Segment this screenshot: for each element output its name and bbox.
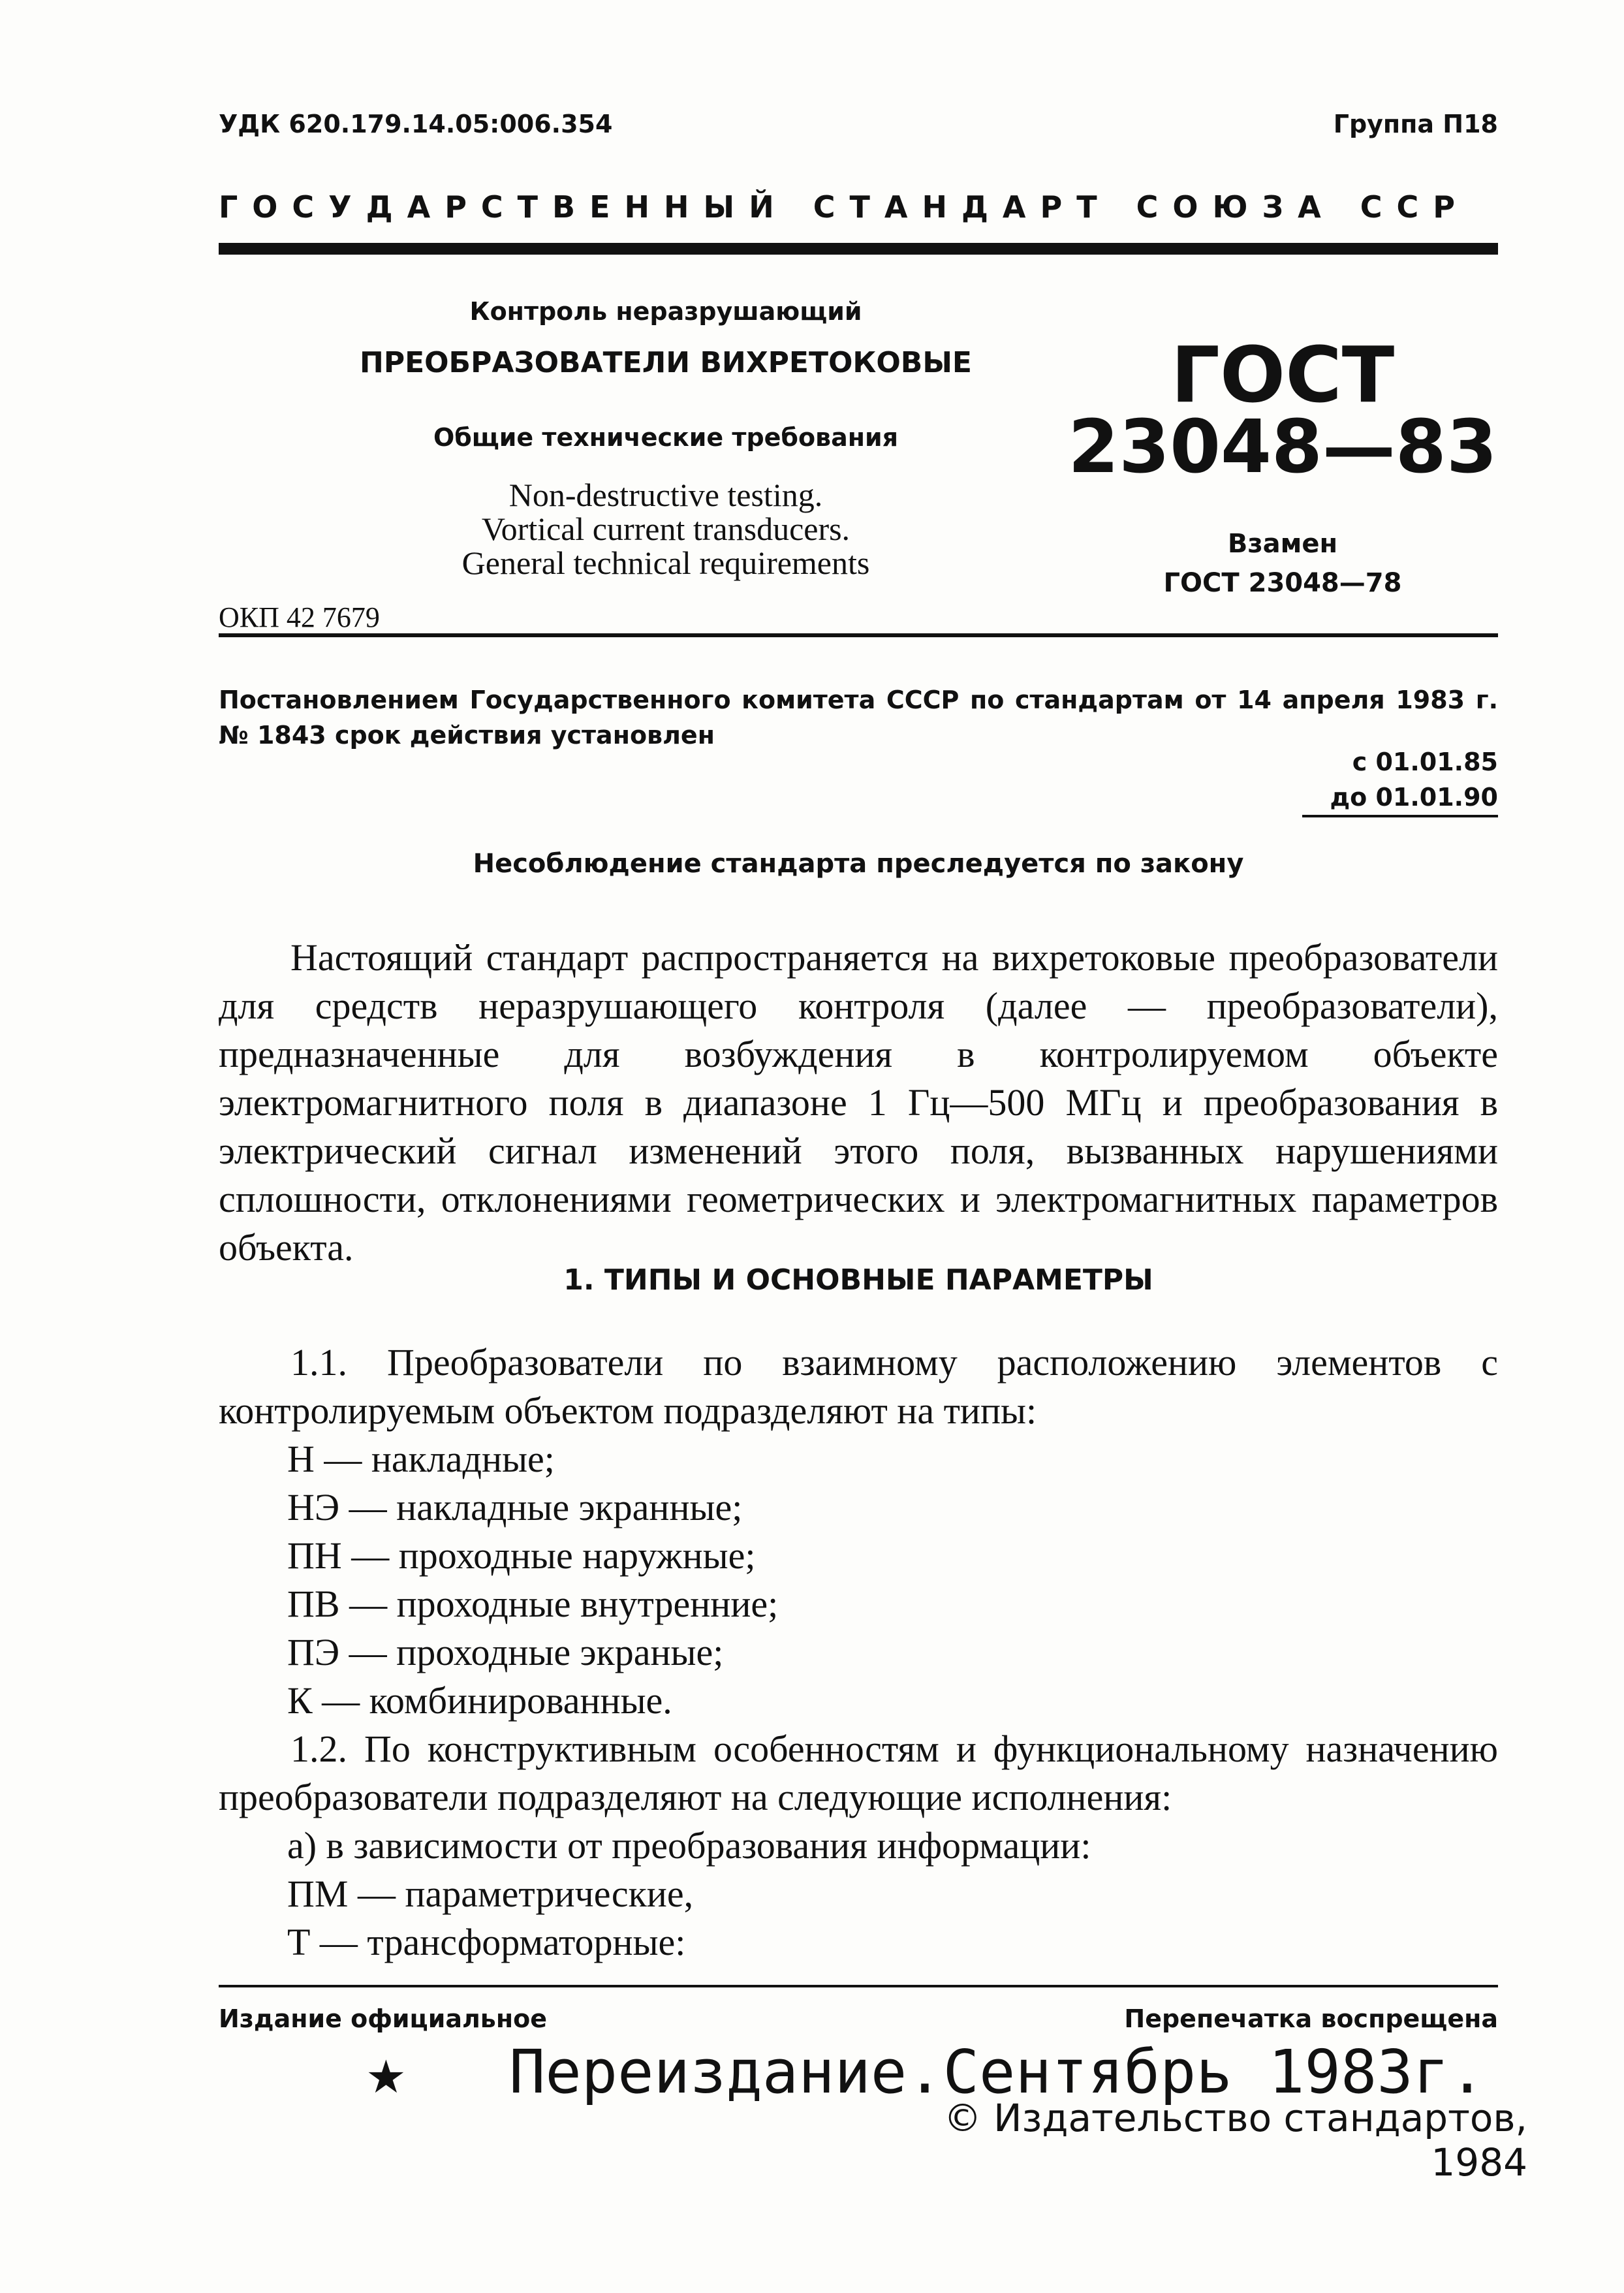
english-title [339,478,992,580]
okp-code: ОКП 42 7679 [219,601,380,633]
document-title: ПРЕОБРАЗОВАТЕЛИ ВИХРЕТОКОВЫЕ [360,346,972,379]
executions-list [287,1870,693,1967]
list-item: Т — трансформаторные: [287,1921,686,1963]
header-divider [219,243,1498,255]
control-category: Контроль неразрушающий [469,297,862,326]
list-item: Н — накладные; [287,1438,555,1480]
state-standard-heading: ГОСУДАРСТВЕННЫЙ СТАНДАРТ СОЮЗА ССР [219,189,1470,225]
document-subtitle: Общие технические требования [433,423,899,452]
english-title-line: Non-destructive testing. [508,477,823,513]
english-title-line: Vortical current transducers. [481,511,851,547]
list-item: НЭ — накладные экранные; [287,1486,743,1528]
intro-paragraph [219,934,1498,1272]
reissue-stamp: Переиздание.Сентябрь 1983г. [509,2037,1486,2107]
section-heading: 1. ТИПЫ И ОСНОВНЫЕ ПАРАМЕТРЫ [563,1263,1153,1297]
list-item: ПЭ — проходные экраные; [287,1631,724,1673]
official-edition-label: Издание официальное [219,2004,547,2033]
clause-1-1 [219,1338,1498,1435]
reprint-prohibited-label: Перепечатка воспрещена [1124,2004,1498,2033]
validity-period [1302,744,1498,817]
publisher-copyright: © Издательство стандартов, 1984 [943,2096,1527,2185]
replaces-reference: ГОСТ 23048—78 [1163,568,1402,598]
udk-code: УДК 620.179.14.05:006.354 [219,110,613,138]
gost-label: ГОСТ [1170,330,1395,420]
types-list [287,1435,778,1725]
list-item: К — комбинированные. [287,1679,672,1722]
gost-number: 23048—83 [1068,405,1497,490]
decree-text: Постановлением Государственного комитета СССР по стандартам от 14 апреля 1983 г. № 1843 срок действия установлен [219,686,1498,750]
compliance-notice: Несоблюдение стандарта преследуется по закону [473,849,1244,879]
star-icon: ★ [366,2053,407,2103]
english-title-line: General technical requirements [461,545,870,581]
list-item: ПВ — проходные внутренние; [287,1583,779,1625]
clause-1-2-text: 1.2. По конструктивным особенностям и функциональному назначению преобразователи подразделяют на следующие исполнения: [219,1728,1498,1818]
title-divider [219,633,1498,637]
list-item: ПМ — параметрические, [287,1873,694,1915]
valid-from: с 01.01.85 [1352,748,1498,776]
list-item: ПН — проходные наружные; [287,1534,756,1577]
clause-1-2 [219,1725,1498,1822]
intro-text: Настоящий стандарт распространяется на вихретоковые преобразователи для средств неразрушающего контроля (далее — преобразователи), предназначенные для возбуждения в контролируемом объекте электромагнитного поля в диапазоне 1 Гц—500 МГц и преобразования в электрический сигнал изменений этого поля, вызванных нарушениями сплошности, отклонениями геометрических и электромагнитных параметров объекта. [219,936,1498,1269]
group-code: Группа П18 [1333,110,1498,138]
clause-1-1-text: 1.1. Преобразователи по взаимному расположению элементов с контролируемым объектом подразделяют на типы: [219,1341,1498,1432]
valid-to: до 01.01.90 [1302,780,1498,817]
clause-1-2-a: а) в зависимости от преобразования информации: [287,1824,1091,1867]
replaces-label: Взамен [1227,529,1338,559]
footer-divider [219,1985,1498,1987]
